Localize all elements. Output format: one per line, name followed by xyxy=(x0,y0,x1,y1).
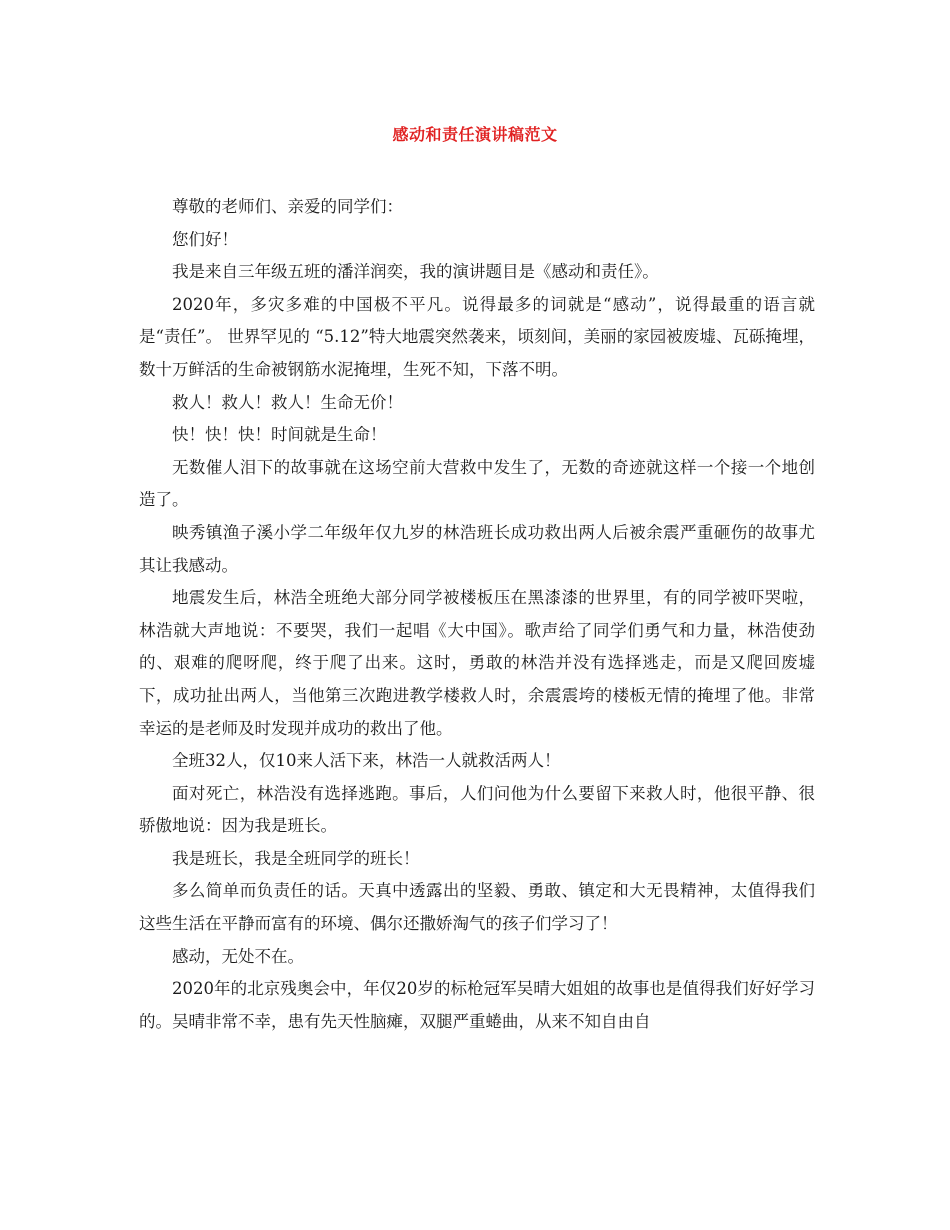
paragraph-facing-death: 面对死亡，林浩没有选择逃跑。事后，人们问他为什么要留下来救人时，他很平静、很骄傲地说：因为我是班长。 xyxy=(139,783,815,836)
paragraph-moved: 感动，无处不在。 xyxy=(172,946,304,966)
document-title: 感动和责任演讲稿范文 xyxy=(392,125,558,144)
paragraph-class-count: 全班32人，仅10来人活下来，林浩一人就救活两人！ xyxy=(172,751,561,771)
paragraph-linhao-story: 地震发生后，林浩全班绝大部分同学被楼板压在黑漆漆的世界里，有的同学被吓哭啦，林浩就大声地说：不要哭，我们一起唱《大中国》。歌声给了同学们勇气和力量，林浩使劲的、艰难的爬呀爬，终于爬了出来。这时，勇敢的林浩并没有选择逃走，而是又爬回废墟下，成功扯出两人，当他第三次跑进教学楼救人时，余震震垮的楼板无情的掩埋了他。非常幸运的是老师及时发现并成功的救出了他。 xyxy=(139,588,815,738)
paragraph-rescue-cry: 救人！救人！救人！生命无价！ xyxy=(172,392,403,412)
paragraph-responsibility: 多么简单而负责任的话。天真中透露出的坚毅、勇敢、镇定和大无畏精神，太值得我们这些生活在平静而富有的环境、偶尔还撒娇淘气的孩子们学习了！ xyxy=(139,881,815,934)
paragraph-hurry: 快！快！快！时间就是生命！ xyxy=(172,425,387,445)
paragraph-linhao-intro: 映秀镇渔子溪小学二年级年仅九岁的林浩班长成功救出两人后被余震严重砸伤的故事尤其让我感动。 xyxy=(139,522,815,575)
document-body xyxy=(139,191,815,1038)
paragraph-stories: 无数催人泪下的故事就在这场空前大营救中发生了，无数的奇迹就这样一个接一个地创造了。 xyxy=(139,457,815,510)
paragraph-greeting: 尊敬的老师们、亲爱的同学们： xyxy=(172,197,403,216)
paragraph-intro: 我是来自三年级五班的潘洋润奕，我的演讲题目是《感动和责任》。 xyxy=(172,262,659,282)
paragraph-hello: 您们好！ xyxy=(172,229,238,249)
paragraph-monitor: 我是班长，我是全班同学的班长！ xyxy=(172,848,420,868)
paragraph-earthquake: 2020年，多灾多难的中国极不平凡。说得最多的词就是“感动”，说得最重的语言就是“责任”。 世界罕见的 “5.12”特大地震突然袭来，顷刻间，美丽的家园被废墟、瓦砾掩埋，数十万鲜活的生命被钢筋水泥掩埋，生死不知，下落不明。 xyxy=(139,294,815,379)
paragraph-wuqing: 2020年的北京残奥会中，年仅20岁的标枪冠军吴晴大姐姐的故事也是值得我们好好学习的。吴晴非常不幸，患有先天性脑瘫，双腿严重蜷曲，从来不知自由自 xyxy=(139,979,815,1031)
